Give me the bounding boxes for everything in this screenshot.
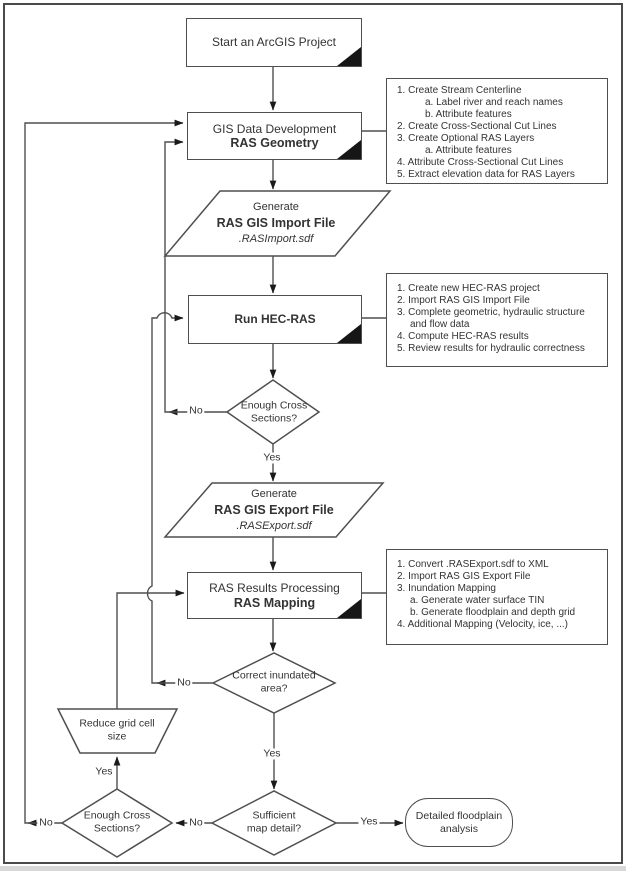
subprocess-corner-icon xyxy=(337,47,361,66)
export-line1: Generate xyxy=(251,488,297,500)
decision-cross-1-line2: Sections? xyxy=(250,412,298,424)
gis-label-line2: RAS Geometry xyxy=(230,136,319,150)
annotation-line: 1. Create new HEC-RAS project xyxy=(397,283,540,294)
mapping-label-line1: RAS Results Processing xyxy=(209,581,340,595)
reduce-grid-line1: Reduce grid cell xyxy=(79,717,155,730)
annotation-line: a. Generate water surface TIN xyxy=(410,595,545,606)
annotation-line: 2. Import RAS GIS Export File xyxy=(397,571,531,582)
annotation-line: 2. Import RAS GIS Import File xyxy=(397,295,530,306)
import-line3: .RASImport.sdf xyxy=(238,233,314,245)
arrow-decision1-no-to-gis xyxy=(165,142,227,412)
mapping-annotation-box xyxy=(386,549,608,645)
export-line3: .RASExport.sdf xyxy=(236,520,312,532)
terminator-line2: analysis xyxy=(440,822,478,835)
arrow-reduce-to-mapping xyxy=(117,593,184,709)
edge-label-yes-4: Yes xyxy=(360,815,378,828)
export-line2: RAS GIS Export File xyxy=(214,503,334,517)
decision-cross-1-line1: Enough Cross xyxy=(240,399,308,412)
decision-inundated-text xyxy=(232,670,315,695)
gis-data-development-node xyxy=(187,112,362,160)
annotation-line: 5. Extract elevation data for RAS Layers xyxy=(397,169,575,180)
subprocess-corner-icon xyxy=(337,324,361,343)
decision-cross-2-line1: Enough Cross xyxy=(83,809,151,822)
terminator-line1: Detailed floodplain xyxy=(415,810,503,822)
decision-cross-2-text xyxy=(84,810,151,835)
start-label: Start an ArcGIS Project xyxy=(211,35,337,50)
annotation-line: 4. Compute HEC-RAS results xyxy=(397,331,529,342)
decision-detail-line2: map detail? xyxy=(246,822,302,834)
annotation-line: 3. Inundation Mapping xyxy=(397,583,496,594)
import-file-text xyxy=(217,199,336,247)
import-line2: RAS GIS Import File xyxy=(216,216,336,230)
ras-mapping-node xyxy=(187,572,362,619)
edge-label-no-4: No xyxy=(189,816,203,829)
run-hecras-label: Run HEC-RAS xyxy=(234,312,316,327)
annotation-line: 1. Convert .RASExport.sdf to XML xyxy=(397,559,549,570)
decision-inundated-line1: Correct inundated xyxy=(232,669,316,682)
annotation-line: 4. Attribute Cross-Sectional Cut Lines xyxy=(397,157,564,168)
annotation-line: 5. Review results for hydraulic correctness xyxy=(397,343,585,354)
decision-detail-text xyxy=(247,810,301,835)
edge-label-yes-1: Yes xyxy=(263,451,281,464)
decision-cross-1-text xyxy=(241,400,308,425)
edge-label-yes-2: Yes xyxy=(263,747,281,760)
annotation-line: 4. Additional Mapping (Velocity, ice, ...) xyxy=(397,619,569,630)
reduce-grid-text xyxy=(79,718,154,743)
gis-label-line1: GIS Data Development xyxy=(212,121,337,136)
mapping-label-line2: RAS Mapping xyxy=(233,595,316,610)
decision-inundated-line2: area? xyxy=(260,682,288,694)
annotation-line: a. Attribute features xyxy=(425,145,512,156)
annotation-line: 1. Create Stream Centerline xyxy=(397,85,522,96)
import-line1: Generate xyxy=(253,201,299,213)
edge-label-no-3: No xyxy=(39,816,53,829)
annotation-line: 3. Create Optional RAS Layers xyxy=(397,133,535,144)
hecras-annotation-box xyxy=(386,273,608,367)
export-file-text xyxy=(214,486,333,534)
edge-label-no-2: No xyxy=(177,676,191,689)
annotation-line: b. Generate floodplain and depth grid xyxy=(410,607,576,618)
subprocess-corner-icon xyxy=(337,599,361,618)
terminator-node xyxy=(405,798,513,847)
edge-label-yes-3: Yes xyxy=(95,765,113,778)
annotation-line: 2. Create Cross-Sectional Cut Lines xyxy=(397,121,557,132)
annotation-line: 3. Complete geometric, hydraulic structure xyxy=(397,307,585,318)
decision-cross-2-line2: Sections? xyxy=(93,822,141,834)
reduce-grid-line2: size xyxy=(107,730,127,742)
edge-label-no-1: No xyxy=(189,404,203,417)
annotation-line: a. Label river and reach names xyxy=(425,97,563,108)
gis-annotation-box xyxy=(386,78,608,184)
start-node xyxy=(186,18,362,67)
annotation-line: b. Attribute features xyxy=(425,109,512,120)
decision-detail-line1: Sufficient xyxy=(252,809,296,822)
subprocess-corner-icon xyxy=(337,140,361,159)
annotation-line: and flow data xyxy=(410,319,470,330)
run-hecras-node xyxy=(188,295,362,344)
